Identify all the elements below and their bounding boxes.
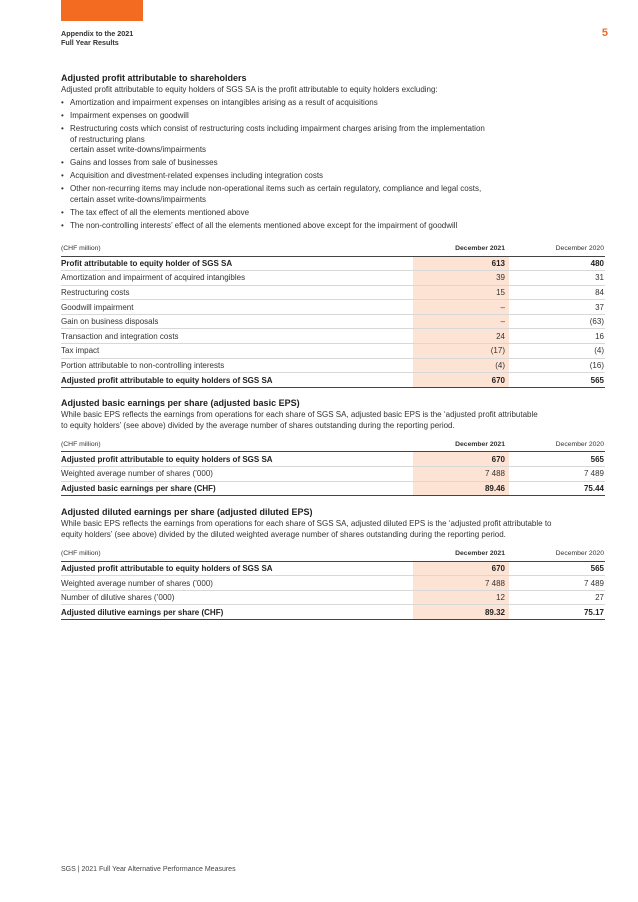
list-item: • Acquisition and divestment-related expenses including integration costs [61, 171, 605, 182]
table-header-row [61, 438, 605, 452]
table-row [61, 256, 605, 271]
value-2020: 565 [509, 452, 605, 467]
value-2021: 24 [413, 329, 509, 344]
running-header-line1: Appendix to the 2021 [61, 29, 134, 38]
row-label: Portion attributable to non-controlling interests [61, 358, 413, 373]
table-row [61, 590, 605, 605]
value-2021: 15 [413, 285, 509, 300]
table-header-row [61, 547, 605, 561]
table-total-row [61, 605, 605, 620]
table-total-row [61, 373, 605, 388]
row-label: Adjusted profit attributable to equity holders of SGS SA [61, 452, 413, 467]
row-label: Goodwill impairment [61, 300, 413, 315]
value-2020: 16 [509, 329, 605, 344]
row-label: Transaction and integration costs [61, 329, 413, 344]
table-row [61, 285, 605, 300]
unit-label: (CHF million) [61, 438, 413, 452]
main-content [61, 73, 605, 620]
list-item [61, 184, 605, 205]
row-label: Weighted average number of shares (’000) [61, 576, 413, 591]
list-item: • Gains and losses from sale of businesses [61, 158, 605, 169]
table-row [61, 466, 605, 481]
list-item-line: certain asset write-downs/impairments [70, 194, 207, 204]
value-2020: 565 [509, 561, 605, 576]
section-intro-adjusted-profit: Adjusted profit attributable to equity holders of SGS SA is the profit attributable to equity holders excluding: [61, 85, 438, 94]
value-2020: 7 489 [509, 466, 605, 481]
value-2021: 89.46 [413, 481, 509, 496]
diluted-eps-table [61, 547, 605, 620]
value-2021: (17) [413, 344, 509, 359]
table-row [61, 314, 605, 329]
value-2021: 670 [413, 561, 509, 576]
value-2021: (4) [413, 358, 509, 373]
intro-line: to equity holders’ (see above) divided by the average number of shares outstanding during the reporting period. [61, 420, 455, 430]
section-title-adjusted-profit: Adjusted profit attributable to shareholders [61, 73, 247, 83]
value-2021: 12 [413, 590, 509, 605]
value-2021: 7 488 [413, 576, 509, 591]
value-2021: – [413, 300, 509, 315]
page-footer: SGS | 2021 Full Year Alternative Performance Measures [61, 866, 236, 873]
value-2020: 480 [509, 256, 605, 271]
running-header-line2: Full Year Results [61, 38, 119, 47]
section-title-basic-eps: Adjusted basic earnings per share (adjusted basic EPS) [61, 397, 300, 408]
list-item-line: Restructuring costs which consist of restructuring costs including impairment charges arising from the implementation [70, 124, 485, 133]
row-label: Adjusted basic earnings per share (CHF) [61, 481, 413, 496]
row-label: Profit attributable to equity holder of SGS SA [61, 256, 413, 271]
row-label: Amortization and impairment of acquired intangibles [61, 271, 413, 286]
value-2020: (4) [509, 344, 605, 359]
table-header-row [61, 242, 605, 256]
row-label: Restructuring costs [61, 285, 413, 300]
row-label: Adjusted profit attributable to equity holders of SGS SA [61, 561, 413, 576]
page-number: 5 [601, 27, 608, 39]
intro-line: While basic EPS reflects the earnings from operations for each share of SGS SA, adjusted basic EPS is the ‘adjusted profit attributable [61, 409, 538, 419]
column-header-2021: December 2021 [413, 242, 509, 256]
section-intro-diluted-eps [61, 518, 605, 540]
list-item-line: certain asset write-downs/impairments [70, 145, 207, 154]
unit-label: (CHF million) [61, 547, 413, 561]
row-label: Tax impact [61, 344, 413, 359]
list-item: • Impairment expenses on goodwill [61, 111, 605, 122]
list-item-line: of restructuring plans [70, 134, 145, 144]
value-2021: – [413, 314, 509, 329]
value-2021: 670 [413, 452, 509, 467]
value-2020: 84 [509, 285, 605, 300]
value-2020: 27 [509, 590, 605, 605]
brand-color-block [61, 0, 143, 21]
list-item: • Amortization and impairment expenses on intangibles arising as a result of acquisitions [61, 98, 605, 109]
list-item-line: Other non-recurring items may include non-operational items such as certain regulatory, compliance and legal costs, [70, 184, 482, 193]
value-2020: 75.17 [509, 605, 605, 620]
value-2020: 75.44 [509, 481, 605, 496]
value-2021: 89.32 [413, 605, 509, 620]
exclusions-list [61, 98, 605, 231]
value-2020: (63) [509, 314, 605, 329]
table-row [61, 271, 605, 286]
running-header [61, 29, 133, 47]
value-2021: 670 [413, 373, 509, 388]
row-label: Adjusted dilutive earnings per share (CHF) [61, 605, 413, 620]
row-label: Weighted average number of shares (’000) [61, 466, 413, 481]
table-total-row [61, 481, 605, 496]
table-row [61, 329, 605, 344]
value-2020: 7 489 [509, 576, 605, 591]
intro-line: While basic EPS reflects the earnings from operations for each share of SGS SA, adjusted diluted EPS is the ‘adjusted profit attributable to [61, 519, 552, 529]
section-title-diluted-eps: Adjusted diluted earnings per share (adjusted diluted EPS) [61, 507, 313, 518]
value-2020: (16) [509, 358, 605, 373]
table-row [61, 300, 605, 315]
row-label: Adjusted profit attributable to equity holders of SGS SA [61, 373, 413, 388]
table-row [61, 561, 605, 576]
value-2021: 7 488 [413, 466, 509, 481]
table-row [61, 358, 605, 373]
table-row [61, 452, 605, 467]
section-intro-basic-eps [61, 409, 605, 431]
intro-line: equity holders’ (see above) divided by the diluted weighted average number of shares outstanding during the reporting period. [61, 530, 506, 540]
column-header-2020: December 2020 [509, 242, 605, 256]
column-header-2021: December 2021 [413, 438, 509, 452]
list-item: • The tax effect of all the elements mentioned above [61, 208, 605, 219]
value-2021: 613 [413, 256, 509, 271]
table-row [61, 576, 605, 591]
table-row [61, 344, 605, 359]
column-header-2020: December 2020 [509, 547, 605, 561]
value-2020: 31 [509, 271, 605, 286]
column-header-2021: December 2021 [413, 547, 509, 561]
basic-eps-table [61, 438, 605, 496]
value-2020: 37 [509, 300, 605, 315]
adjusted-profit-table [61, 242, 605, 388]
list-item [61, 124, 605, 156]
value-2021: 39 [413, 271, 509, 286]
column-header-2020: December 2020 [509, 438, 605, 452]
row-label: Gain on business disposals [61, 314, 413, 329]
list-item: • The non-controlling interests’ effect of all the elements mentioned above except for the impairment of goodwill [61, 221, 605, 232]
row-label: Number of dilutive shares (’000) [61, 590, 413, 605]
value-2020: 565 [509, 373, 605, 388]
unit-label: (CHF million) [61, 242, 413, 256]
